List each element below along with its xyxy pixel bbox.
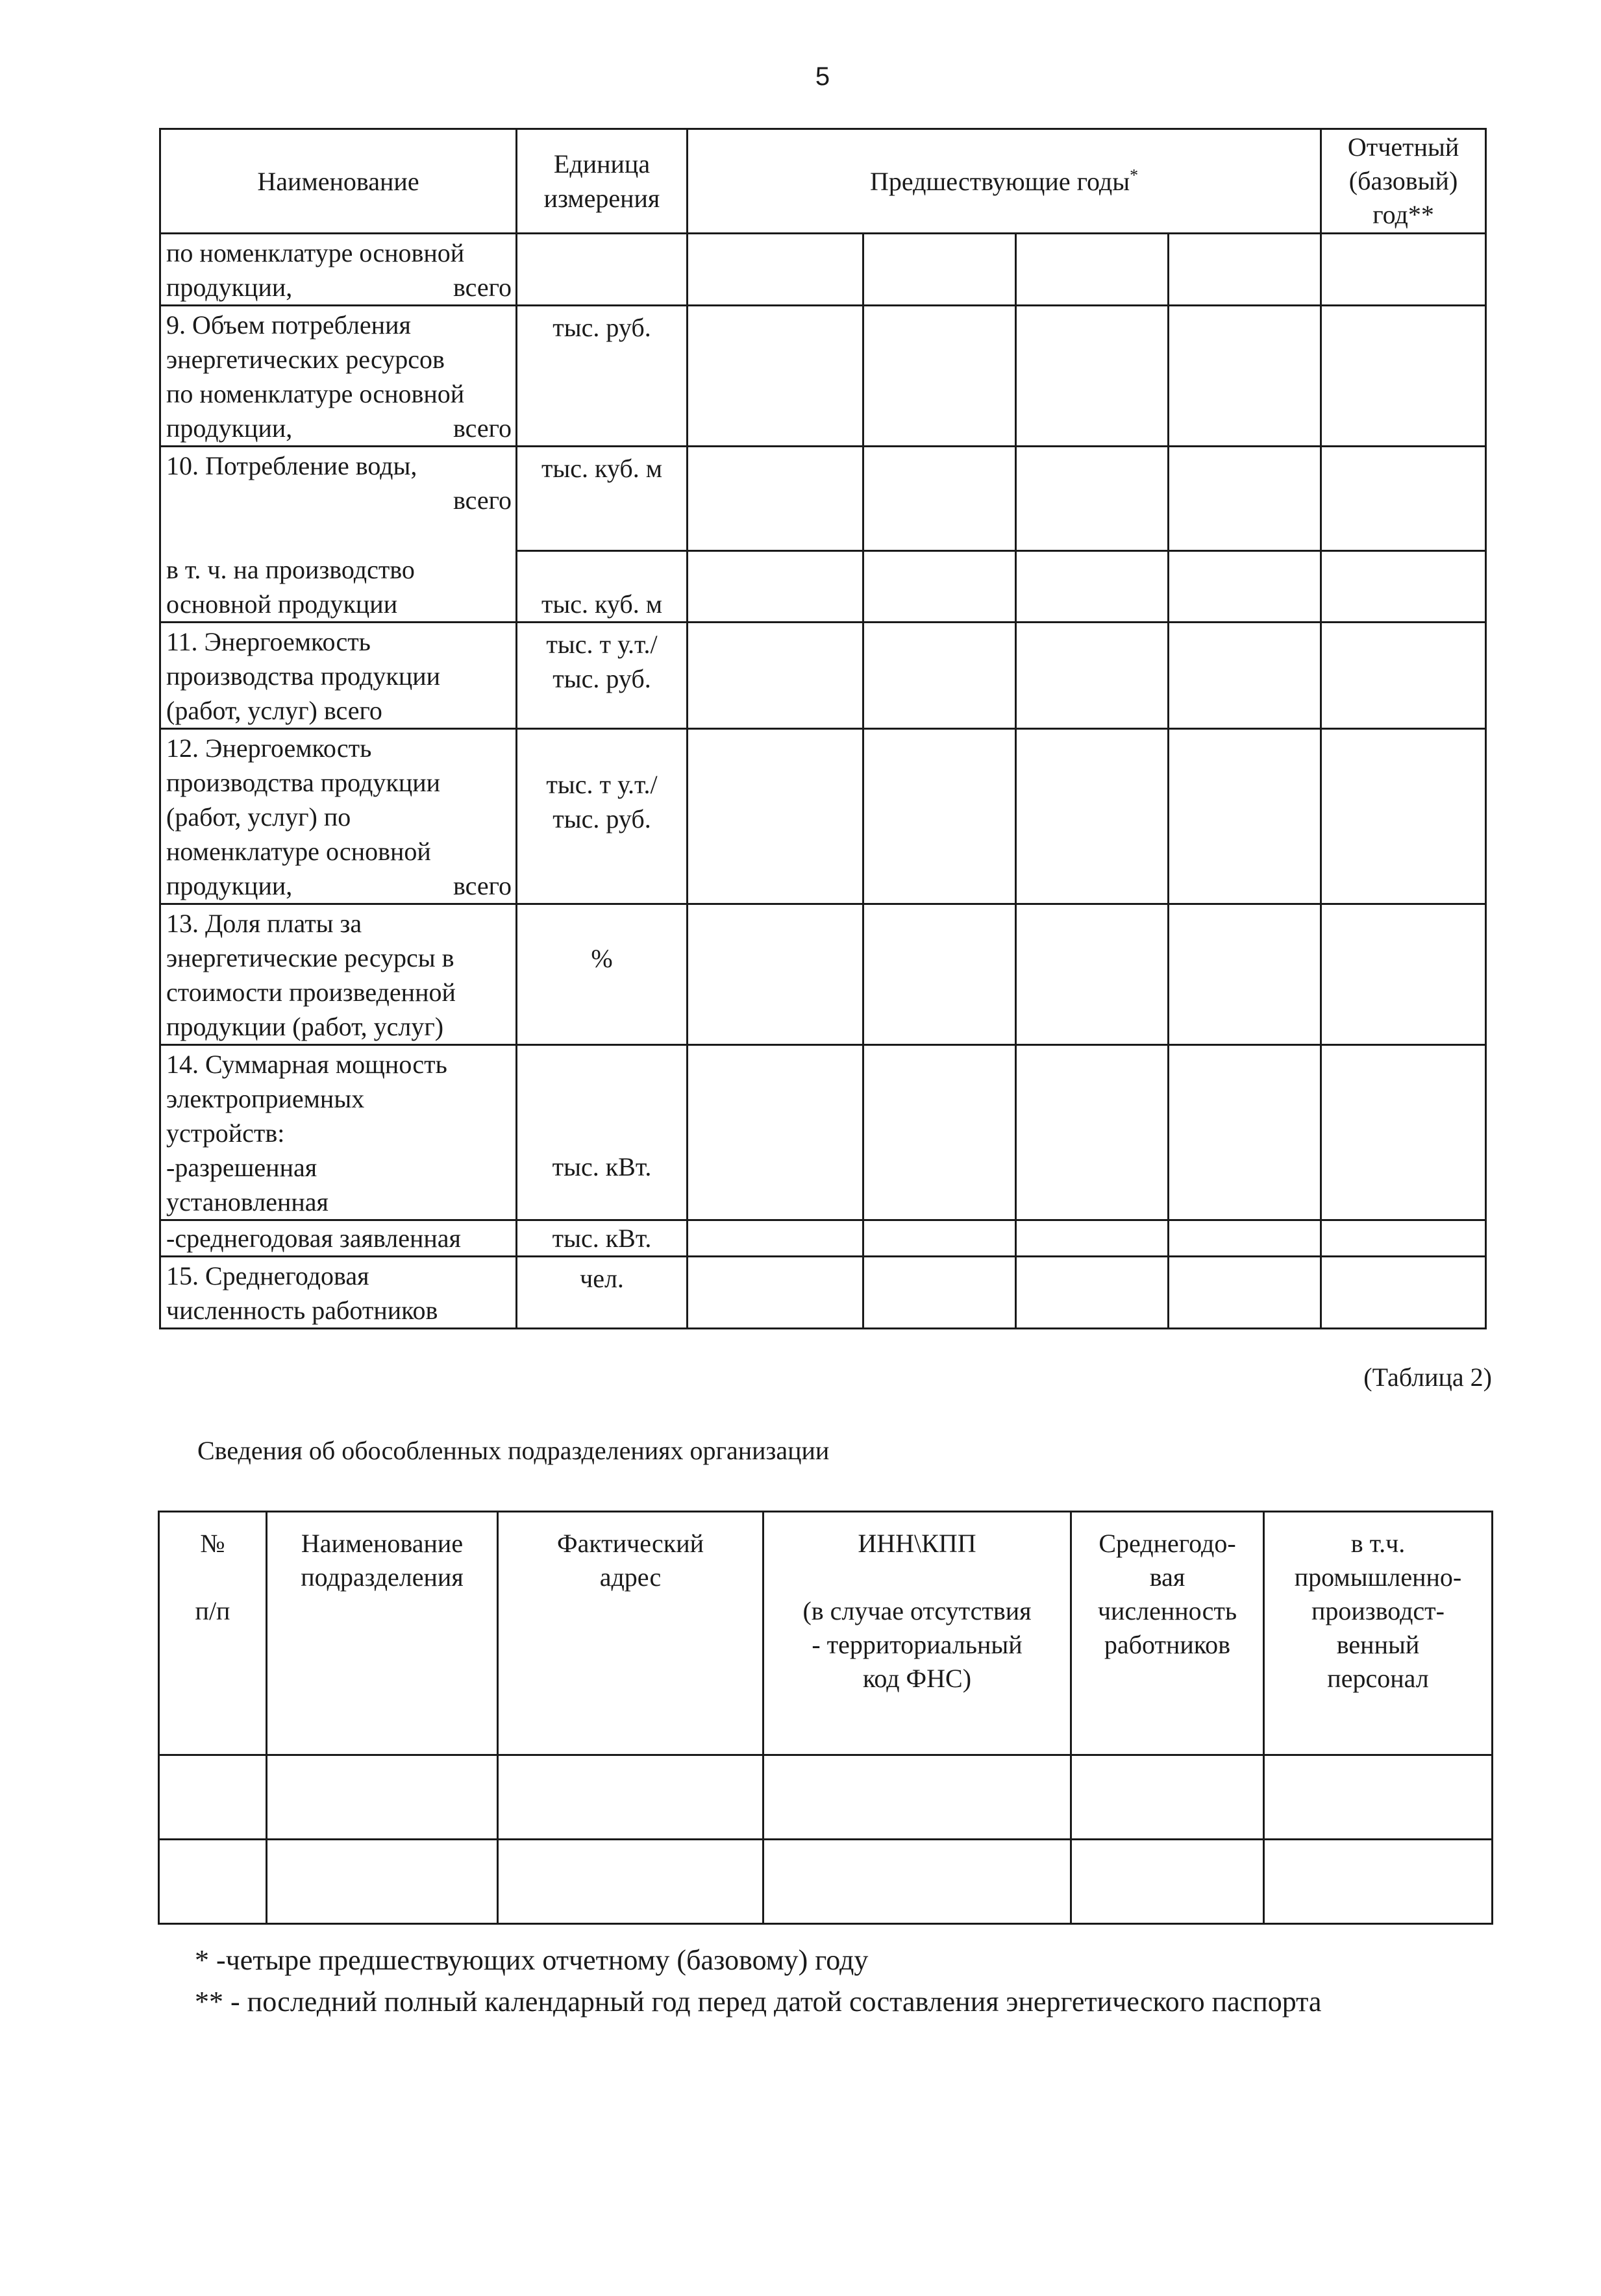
- cell: [1264, 1840, 1493, 1924]
- row-text: 10. Потребление воды,: [166, 451, 417, 480]
- row-unit: [517, 729, 688, 904]
- row-name: [160, 1257, 517, 1329]
- footnote-2: ** - последний полный календарный год перед датой составления энергетического паспорта: [195, 1986, 1322, 2018]
- cell: [1169, 234, 1321, 306]
- cell: [863, 729, 1016, 904]
- cell: [1321, 1045, 1486, 1220]
- row-text: производства продукции: [166, 661, 441, 691]
- row-text: всего: [453, 871, 512, 900]
- header-inn-kpp: [763, 1512, 1071, 1755]
- row-text: 14. Суммарная мощность: [166, 1050, 447, 1079]
- cell: [1016, 306, 1169, 447]
- header-report-year: [1321, 129, 1486, 234]
- cell: [688, 904, 863, 1045]
- cell: [1169, 1220, 1321, 1257]
- cell: [1016, 1045, 1169, 1220]
- header-line: вая: [1149, 1562, 1185, 1592]
- row-text: энергетические ресурсы в: [166, 943, 454, 972]
- row-text: по номенклатуре основной: [166, 379, 465, 408]
- cell: [688, 623, 863, 729]
- cell: [1016, 551, 1169, 623]
- cell: [1321, 729, 1486, 904]
- cell: [863, 551, 1016, 623]
- cell: [1169, 306, 1321, 447]
- row-text: производства продукции: [166, 768, 441, 797]
- page-number: 5: [815, 62, 830, 91]
- row-unit: тыс. кВт.: [517, 1220, 688, 1257]
- cell: [688, 1220, 863, 1257]
- energy-indicators-table: [159, 128, 1487, 1329]
- cell: [267, 1840, 498, 1924]
- footnote-1: * -четыре предшествующих отчетному (базовому) году: [195, 1944, 869, 1976]
- row-text-line: [166, 869, 512, 903]
- header-line: адрес: [599, 1562, 662, 1592]
- row-text: продукции (работ, услуг): [166, 1012, 444, 1041]
- header-line: персонал: [1327, 1664, 1429, 1693]
- cell: [1169, 1045, 1321, 1220]
- cell: [1169, 551, 1321, 623]
- header-line: Фактический: [556, 1529, 704, 1558]
- cell: [1169, 447, 1321, 551]
- table-row: [160, 729, 1486, 904]
- table-row: [160, 306, 1486, 447]
- header-spacer: [764, 1561, 1070, 1594]
- cell: [688, 551, 863, 623]
- cell: [863, 447, 1016, 551]
- row-text: всего: [453, 273, 512, 302]
- cell: [1016, 729, 1169, 904]
- row-text-line: [166, 411, 512, 445]
- cell: [1264, 1755, 1493, 1840]
- row-text: (работ, услуг) по: [166, 802, 351, 832]
- cell: [688, 234, 863, 306]
- cell: [1169, 729, 1321, 904]
- cell: [863, 1257, 1016, 1329]
- table-row: [160, 1220, 1486, 1257]
- table2-header-row: [159, 1512, 1493, 1755]
- cell: [688, 447, 863, 551]
- row-name: [160, 306, 517, 447]
- row-text: номенклатуре основной: [166, 837, 431, 866]
- row-text: продукции,: [166, 871, 293, 900]
- table2-caption: (Таблица 2): [1363, 1363, 1492, 1392]
- cell: [159, 1840, 267, 1924]
- header-previous-years: [688, 129, 1321, 234]
- header-report-line3: год**: [1372, 200, 1434, 229]
- cell: [763, 1840, 1071, 1924]
- header-subdivision-name: [267, 1512, 498, 1755]
- cell: [498, 1840, 763, 1924]
- row-unit-line1: тыс. т у.т./: [546, 770, 658, 799]
- cell: [1016, 234, 1169, 306]
- header-unit: [517, 129, 688, 234]
- header-line: работников: [1104, 1630, 1231, 1659]
- cell: [863, 904, 1016, 1045]
- table-row: [160, 551, 1486, 623]
- row-text: 12. Энергоемкость: [166, 734, 372, 763]
- row-text: стоимости произведенной: [166, 978, 456, 1007]
- cell: [688, 1257, 863, 1329]
- row-text: продукции,: [166, 414, 293, 443]
- row-unit-line2: тыс. руб.: [552, 664, 651, 693]
- row-text: установленная: [166, 1187, 329, 1216]
- row-unit: [517, 234, 688, 306]
- table1-header-row: [160, 129, 1486, 234]
- table-row: [160, 234, 1486, 306]
- header-spacer: [160, 1561, 266, 1594]
- table-row: [160, 623, 1486, 729]
- row-text: всего: [453, 486, 512, 515]
- row-unit: чел.: [517, 1257, 688, 1329]
- table-row: [160, 1257, 1486, 1329]
- row-text-line: [166, 270, 512, 304]
- row-unit: %: [517, 904, 688, 1045]
- cell: [1321, 306, 1486, 447]
- cell: [688, 1045, 863, 1220]
- cell: [1321, 904, 1486, 1045]
- cell: [1321, 234, 1486, 306]
- header-name: Наименование: [160, 129, 517, 234]
- cell: [1071, 1755, 1264, 1840]
- row-text: по номенклатуре основной: [166, 238, 465, 267]
- header-previous-years-label: Предшествующие годы: [869, 166, 1130, 196]
- cell: [1169, 1257, 1321, 1329]
- table-row: [160, 1045, 1486, 1220]
- cell: [1016, 1257, 1169, 1329]
- cell: [863, 234, 1016, 306]
- header-line: венный: [1336, 1630, 1420, 1659]
- header-industrial-staff: [1264, 1512, 1493, 1755]
- row-text: 11. Энергоемкость: [166, 627, 371, 656]
- cell: [863, 1045, 1016, 1220]
- table-row: [160, 447, 1486, 551]
- cell: [1016, 904, 1169, 1045]
- cell: [498, 1755, 763, 1840]
- header-line: (в случае отсутствия: [802, 1596, 1032, 1625]
- cell: [1016, 1220, 1169, 1257]
- header-line: ИНН\КПП: [858, 1529, 976, 1558]
- row-text: основной продукции: [166, 589, 398, 619]
- row-name: [160, 904, 517, 1045]
- footnotes: [195, 1940, 1321, 2023]
- header-line: промышленно-: [1294, 1562, 1462, 1592]
- cell: [1321, 1257, 1486, 1329]
- row-text: 13. Доля платы за: [166, 909, 362, 938]
- row-name: [160, 234, 517, 306]
- row-name: [160, 729, 517, 904]
- row-unit-line1: тыс. т у.т./: [546, 630, 658, 659]
- table-row: [160, 904, 1486, 1045]
- cell: [1071, 1840, 1264, 1924]
- row-text: в т. ч. на производство: [166, 555, 415, 584]
- row-unit: тыс. руб.: [517, 306, 688, 447]
- header-report-line1: Отчетный: [1347, 132, 1459, 162]
- cell: [1169, 623, 1321, 729]
- row-unit-line2: тыс. руб.: [552, 804, 651, 833]
- table2-title: Сведения об обособленных подразделениях организации: [197, 1436, 830, 1465]
- cell: [863, 1220, 1016, 1257]
- cell: [267, 1755, 498, 1840]
- row-name: [160, 1045, 517, 1220]
- row-name: -среднегодовая заявленная: [160, 1220, 517, 1257]
- header-line: Наименование: [301, 1529, 464, 1558]
- row-name: [160, 623, 517, 729]
- table-row: [159, 1755, 1493, 1840]
- row-text: 15. Среднегодовая: [166, 1261, 369, 1290]
- cell: [1169, 904, 1321, 1045]
- row-unit: тыс. куб. м: [517, 551, 688, 623]
- header-report-line2: (базовый): [1348, 166, 1458, 195]
- row-unit: тыс. кВт.: [517, 1045, 688, 1220]
- cell: [1321, 623, 1486, 729]
- row-text: численность работников: [166, 1296, 438, 1325]
- table-row: [159, 1840, 1493, 1924]
- header-line: №: [200, 1529, 225, 1558]
- header-line: п/п: [195, 1596, 230, 1625]
- row-text: (работ, услуг) всего: [166, 696, 382, 725]
- row-name: [160, 551, 517, 623]
- cell: [159, 1755, 267, 1840]
- row-text: устройств:: [166, 1118, 285, 1148]
- footnote-mark: *: [1130, 166, 1139, 185]
- header-unit-line1: Единица: [553, 149, 651, 179]
- header-number: [159, 1512, 267, 1755]
- cell: [1321, 1220, 1486, 1257]
- header-line: в т.ч.: [1350, 1529, 1406, 1558]
- cell: [863, 306, 1016, 447]
- cell: [1016, 447, 1169, 551]
- row-text: продукции,: [166, 273, 293, 302]
- row-name: [160, 447, 517, 551]
- cell: [763, 1755, 1071, 1840]
- cell: [688, 306, 863, 447]
- header-line: - территориальный: [812, 1630, 1023, 1659]
- cell: [1321, 447, 1486, 551]
- header-line: Среднегодо-: [1098, 1529, 1236, 1558]
- header-line: численность: [1097, 1596, 1237, 1625]
- row-text: энергетических ресурсов: [166, 345, 445, 374]
- row-unit: [517, 623, 688, 729]
- row-text: всего: [453, 414, 512, 443]
- row-text: -разрешенная: [166, 1153, 317, 1182]
- cell: [1016, 623, 1169, 729]
- row-text: 9. Объем потребления: [166, 310, 411, 339]
- subdivisions-table: [158, 1511, 1493, 1925]
- cell: [688, 729, 863, 904]
- row-text: электроприемных: [166, 1084, 365, 1113]
- header-average-staff: [1071, 1512, 1264, 1755]
- header-line: код ФНС): [862, 1664, 972, 1693]
- header-line: производст-: [1311, 1596, 1445, 1625]
- row-unit: тыс. куб. м: [517, 447, 688, 551]
- cell: [863, 623, 1016, 729]
- header-line: подразделения: [301, 1562, 464, 1592]
- cell: [1321, 551, 1486, 623]
- header-unit-line2: измерения: [543, 184, 660, 213]
- header-address: [498, 1512, 763, 1755]
